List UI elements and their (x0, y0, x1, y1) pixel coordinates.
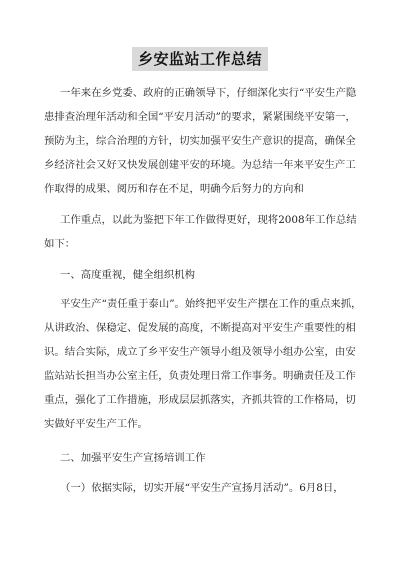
paragraph-line: 工作重点，以此为鉴把下年工作做得更好，现将2008年工作总结 (60, 214, 357, 226)
paragraph-line: （一）依据实际，切实开展“平安生产宣扬月活动”。6月8日， (60, 482, 344, 494)
paragraph-line: 一年来在乡党委、政府的正确领导下，仔细深化实行“平安生产隐 (60, 87, 357, 99)
paragraph-line: 实做好平安生产工作。 (44, 418, 148, 430)
section-heading: 二、加强平安生产宣扬培训工作 (60, 452, 206, 464)
paragraph-line: 从讲政治、保稳定、促发展的高度，不断提高对平安生产重要性的相 (44, 322, 356, 334)
title-block (0, 47, 400, 71)
paragraph-line: 如下： (44, 238, 76, 250)
section-heading: 一、高度重视，健全组织机构 (60, 269, 196, 281)
page-title: 乡安监站工作总结 (132, 47, 268, 71)
paragraph-line: 重点，强化了工作措施，形成层层抓落实，齐抓共管的工作格局，切 (44, 394, 356, 406)
paragraph-line: 作取得的成果、阅历和存在不足，明确今后努力的方向和 (44, 183, 304, 195)
paragraph-line: 平安生产“责任重于泰山”。始终把平安生产摆在工作的重点来抓， (60, 298, 362, 310)
paragraph-line: 预防为主，综合治理的方针，切实加强平安生产意识的提高，确保全 (44, 135, 356, 147)
paragraph-line: 乡经济社会又好又快发展创建平安的环境。为总结一年来平安生产工 (44, 159, 356, 171)
paragraph-line: 患排查治理年活动和全国“平安月活动”的要求，紧紧围绕平安第一， (44, 111, 356, 123)
paragraph-line: 识。结合实际，成立了乡平安生产领导小组及领导小组办公室，由安 (44, 346, 356, 358)
paragraph-line: 监站站长担当办公室主任，负责处理日常工作事务。明确责任及工作 (44, 370, 356, 382)
